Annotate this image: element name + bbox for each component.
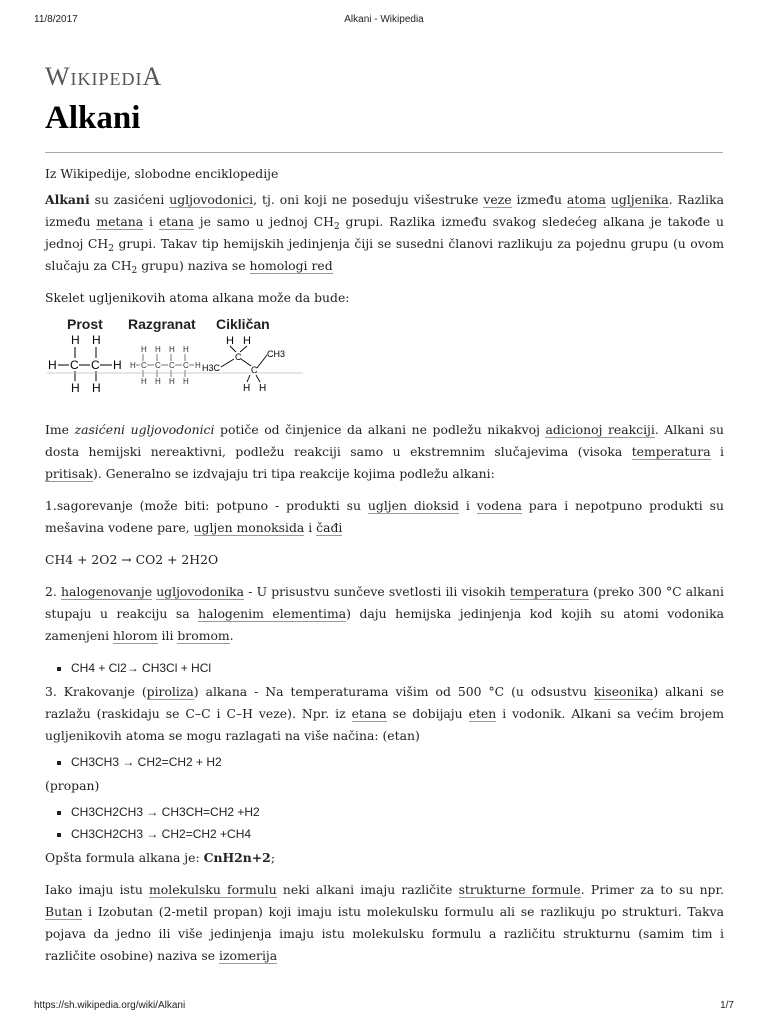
intro-bold-term: Alkani [45,192,90,207]
atom-h: H [155,377,161,386]
print-footer [34,1000,734,1014]
atom-h3c: H3C [202,363,221,373]
text: . Primer za to su npr. [580,882,724,897]
link-strukturne-formule[interactable]: strukturne formule [458,882,581,897]
link-pritisak[interactable]: pritisak [45,466,94,481]
link-ugljenika[interactable]: ugljenika [610,192,669,207]
atom-h: H [48,358,57,372]
ciklican-atoms [202,335,285,394]
general-formula: CnH2n+2 [203,850,271,865]
isomerism-paragraph [45,879,724,967]
text: 3. Krakovanje ( [45,684,147,699]
text: Opšta formula alkana je: [45,850,204,865]
cracking-propan-list [45,801,724,845]
atom-h: H [130,361,136,370]
text: i vodonik. Alkani sa većim brojem ugljenikovih atoma se mogu razlagati na više načina: (etan) [45,706,724,743]
link-bromom[interactable]: bromom [177,628,230,643]
list-item: ▪ CH3CH2CH3 → CH2=CH2 +CH4 [71,823,724,845]
link-etana[interactable]: etana [158,214,194,229]
atom-h: H [71,333,80,347]
structure-diagram [45,333,305,411]
link-ugljen-monoksida[interactable]: ugljen monoksida [193,520,305,535]
link-molekulsku-formulu[interactable]: molekulsku formulu [149,882,277,897]
link-hlorom[interactable]: hlorom [113,628,158,643]
text: grupi. Razlika između svakog sledećeg alkana je takođe u jednoj CH [45,214,724,251]
label-ciklican: Cikličan [216,316,270,332]
page-title: Alkani [45,100,141,136]
text: i [304,520,317,535]
atom-h: H [259,383,267,394]
ime-paragraph [45,419,724,485]
text: , tj. oni koji ne poseduju višestruke [253,192,484,207]
text: 2. [45,584,61,599]
atom-h: H [92,381,101,395]
page-number: 1/7 [720,1000,734,1011]
subscript: 2 [108,244,114,254]
print-title: Alkani - Wikipedia [344,14,424,25]
text: ; [270,850,275,865]
atom-c: C [235,352,242,362]
link-homologi-red[interactable]: homologi red [249,258,333,273]
link-atoma[interactable]: atoma [566,192,606,207]
text: (preko 300 °C alkani stupaju u reakciju sa [45,584,724,621]
equation-combustion [45,549,724,571]
atom-ch3: CH3 [267,349,286,359]
atom-h: H [183,377,189,386]
reaction-3-paragraph [45,681,724,747]
text: su zasićeni [89,192,170,207]
text: grupi. Takav tip hemijskih jedinjenja čiji se susedni članovi razlikuju za pojednu grupu (u ovom slučaju za CH [45,236,724,273]
text: para i nepotpuno produkti su mešavina vodene pare, [45,498,725,535]
atom-c: C [183,361,189,370]
atom-h: H [243,383,251,394]
razgranat-atoms [130,345,201,386]
atom-h: H [243,335,251,347]
text: ) alkana - Na temperaturama višim od 500 °C (u odsustvu [193,684,594,699]
link-halogenovanje[interactable]: halogenovanje [60,584,153,599]
equation-text: CH4 + 2O2 → CO2 + 2H2O [45,552,219,567]
print-date: 11/8/2017 [34,14,78,25]
link-ugljovodonika[interactable]: ugljovodonika [156,584,245,599]
text: potiče od činjenice da alkani ne podležu nikakvoj [214,422,546,437]
label-prost: Prost [67,316,103,332]
text: Ime [45,422,75,437]
atom-h: H [92,333,101,347]
link-temperatura[interactable]: temperatura [631,444,711,459]
text: ) alkani se razlažu (raskidaju se C–C i C–H veze). Npr. iz [45,684,724,721]
text: ). Generalno se izdvajaju tri tipa reakcije kojima podležu alkani: [93,466,495,481]
atom-h: H [226,335,234,347]
atom-c: C [155,361,161,370]
propan-label: (propan) [45,778,100,793]
text: se dobijaju [386,706,469,721]
atom-h: H [183,345,189,354]
link-etana[interactable]: etana [351,706,387,721]
halogenation-list [45,657,724,679]
print-header [34,14,734,28]
text: . Razlika između [45,192,724,229]
title-divider [45,152,723,153]
link-cadji[interactable]: čađi [316,520,343,535]
bonds-ciklican [221,346,267,382]
reaction-2-paragraph [45,581,724,647]
text: i [710,444,724,459]
text: . [229,628,234,643]
atom-c: C [251,365,258,375]
general-formula-paragraph [45,847,724,869]
skelet-paragraph: Skelet ugljenikovih atoma alkana može da bude: [45,290,350,305]
intro-paragraph [45,189,724,277]
reaction-1-paragraph [45,495,724,539]
atom-h: H [169,345,175,354]
atom-c: C [91,358,100,372]
list-item: ▪ CH3CH2CH3 → CH3CH=CH2 +H2 [71,801,724,823]
atom-h: H [71,381,80,395]
link-vodena[interactable]: vodena [476,498,522,513]
atom-c: C [70,358,79,372]
link-butan[interactable]: Butan [45,904,83,919]
link-eten[interactable]: eten [468,706,497,721]
text: i [458,498,477,513]
atom-h: H [195,361,201,370]
link-ugljen-dioksid[interactable]: ugljen dioksid [367,498,459,513]
bonds-prost [58,347,112,381]
atom-h: H [169,377,175,386]
text: i [143,214,159,229]
label-razgranat: Razgranat [128,316,196,332]
atom-h: H [113,358,122,372]
atom-c: C [169,361,175,370]
text: ) daju hemijska jedinjenja kod kojih su atomi vodonika zamenjeni [45,606,724,643]
link-izomerija[interactable]: izomerija [219,948,278,963]
text: je samo u jednoj CH [193,214,334,229]
article-content [45,163,724,977]
alkane-structures-figure [45,313,724,411]
atom-c: C [141,361,147,370]
link-piroliza[interactable]: piroliza [146,684,194,699]
link-kiseonika[interactable]: kiseonika [593,684,654,699]
text: Iako imaju istu [45,882,150,897]
link-ugljovodonici[interactable]: ugljovodonici [169,192,254,207]
text: grupu) naziva se [137,258,250,273]
text: - U prisustvu sunčeve svetlosti ili visokih [244,584,510,599]
link-metana[interactable]: metana [96,214,144,229]
cracking-etan-list [45,751,724,773]
text: 1.sagorevanje (može biti: potpuno - produkti su [45,498,368,513]
atom-h: H [141,345,147,354]
tagline: Iz Wikipedije, slobodne enciklopedije [45,166,279,181]
list-item: ▪ CH4 + Cl2→ CH3Cl + HCl [71,657,724,679]
wikipedia-logo[interactable]: WikipediA [45,62,163,91]
link-adicionoj-reakciji[interactable]: adicionoj reakciji [545,422,655,437]
text: ili [157,628,178,643]
text: . Alkani su dosta hemijski nereaktivni, podležu reakciji samo u ekstremnim slučajevima (visoka [45,422,725,459]
subscript: 2 [333,222,340,232]
link-temperatura[interactable]: temperatura [509,584,589,599]
print-url: https://sh.wikipedia.org/wiki/Alkani [34,1000,186,1011]
text: i Izobutan (2-metil propan) koji imaju istu molekulsku formulu ali se razlikuju po strukturi. Takva pojava da jedno ili više jedinjenja imaju istu molekulsku formulu a različitu strukturnu (samim tim i različite osobine) naziva se [45,904,724,963]
link-veze[interactable]: veze [483,192,512,207]
link-halogenim-elementima[interactable]: halogenim elementima [198,606,347,621]
italic-term: zasićeni ugljovodonici [74,422,215,437]
list-item: ▪ CH3CH3 → CH2=CH2 + H2 [71,751,724,773]
subscript: 2 [131,266,138,276]
text: neki alkani imaju različite [276,882,459,897]
text: između [511,192,567,207]
atom-h: H [141,377,147,386]
atom-h: H [155,345,161,354]
